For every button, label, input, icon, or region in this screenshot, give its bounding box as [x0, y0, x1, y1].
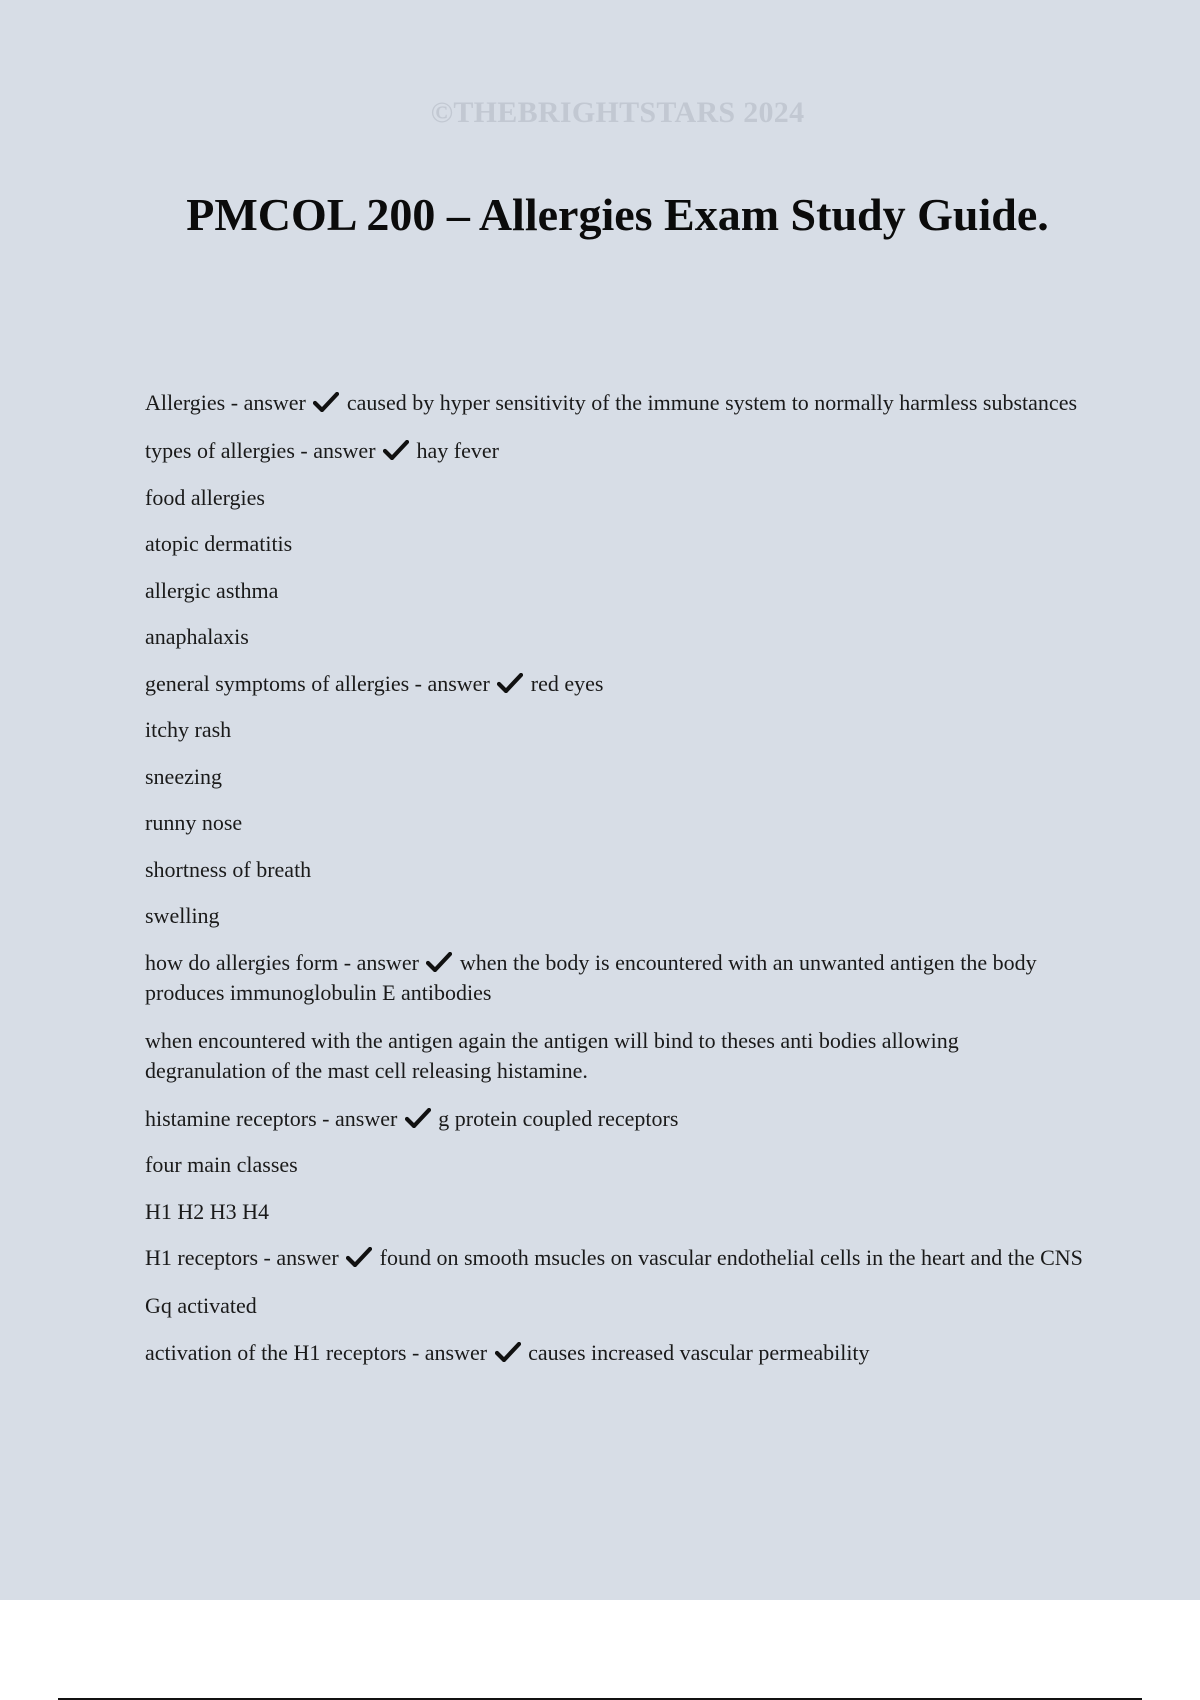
entry-answer: hay fever	[416, 438, 499, 463]
qa-entry	[145, 948, 1085, 1008]
entry-term: how do allergies form - answer	[145, 949, 419, 975]
text-entry: when encountered with the antigen again the antigen will bind to theses anti bodies allowing degranulation of the mast cell releasing histamine.	[145, 1027, 959, 1083]
checkmark-icon	[405, 1108, 431, 1128]
entry-answer: found on smooth msucles on vascular endothelial cells in the heart and the CNS	[379, 1245, 1083, 1270]
text-entry: food allergies	[145, 484, 265, 510]
text-entry: four main classes	[145, 1152, 298, 1177]
text-entry: anaphalaxis	[145, 624, 249, 649]
entry-term: histamine receptors - answer	[145, 1105, 398, 1131]
text-entry: sneezing	[145, 763, 222, 789]
entry-term: general symptoms of allergies - answer	[145, 670, 490, 696]
qa-entry	[145, 1104, 1085, 1134]
qa-entry	[145, 436, 1085, 466]
entry-term: activation of the H1 receptors - answer	[145, 1339, 488, 1365]
checkmark-icon	[313, 392, 339, 412]
text-entry: H1 H2 H3 H4	[145, 1198, 270, 1224]
qa-entry	[145, 669, 1085, 699]
text-entry: Gq activated	[145, 1293, 257, 1318]
text-entry: swelling	[145, 903, 220, 928]
checkmark-icon	[383, 440, 409, 460]
watermark: ©THEBRIGHTSTARS 2024	[430, 96, 805, 129]
checkmark-icon	[495, 1342, 521, 1362]
qa-entry	[145, 1338, 1085, 1368]
checkmark-icon	[346, 1247, 372, 1267]
document-title: PMCOL 200 – Allergies Exam Study Guide.	[186, 189, 1049, 240]
text-entry: runny nose	[145, 810, 243, 835]
checkmark-icon	[426, 952, 452, 972]
entry-answer: when the body is encountered with an unwanted antigen the body produces immunoglobulin E antibodies	[145, 949, 1037, 1005]
text-entry: shortness of breath	[145, 856, 312, 882]
checkmark-icon	[497, 673, 523, 693]
qa-entry	[145, 388, 1085, 418]
entry-answer: causes increased vascular permeability	[528, 1339, 870, 1365]
qa-entry	[145, 1243, 1085, 1273]
entry-answer: caused by hyper sensitivity of the immune system to normally harmless substances	[346, 390, 1078, 415]
study-guide-entries	[145, 388, 1085, 1384]
text-entry: allergic asthma	[145, 577, 279, 603]
text-entry: atopic dermatitis	[145, 531, 293, 556]
entry-answer: red eyes	[530, 670, 604, 696]
entry-term: Allergies - answer	[145, 390, 306, 415]
entry-answer: g protein coupled receptors	[438, 1105, 679, 1131]
text-entry: itchy rash	[145, 717, 232, 742]
entry-term: types of allergies - answer	[145, 438, 376, 463]
entry-term: H1 receptors - answer	[145, 1245, 339, 1270]
